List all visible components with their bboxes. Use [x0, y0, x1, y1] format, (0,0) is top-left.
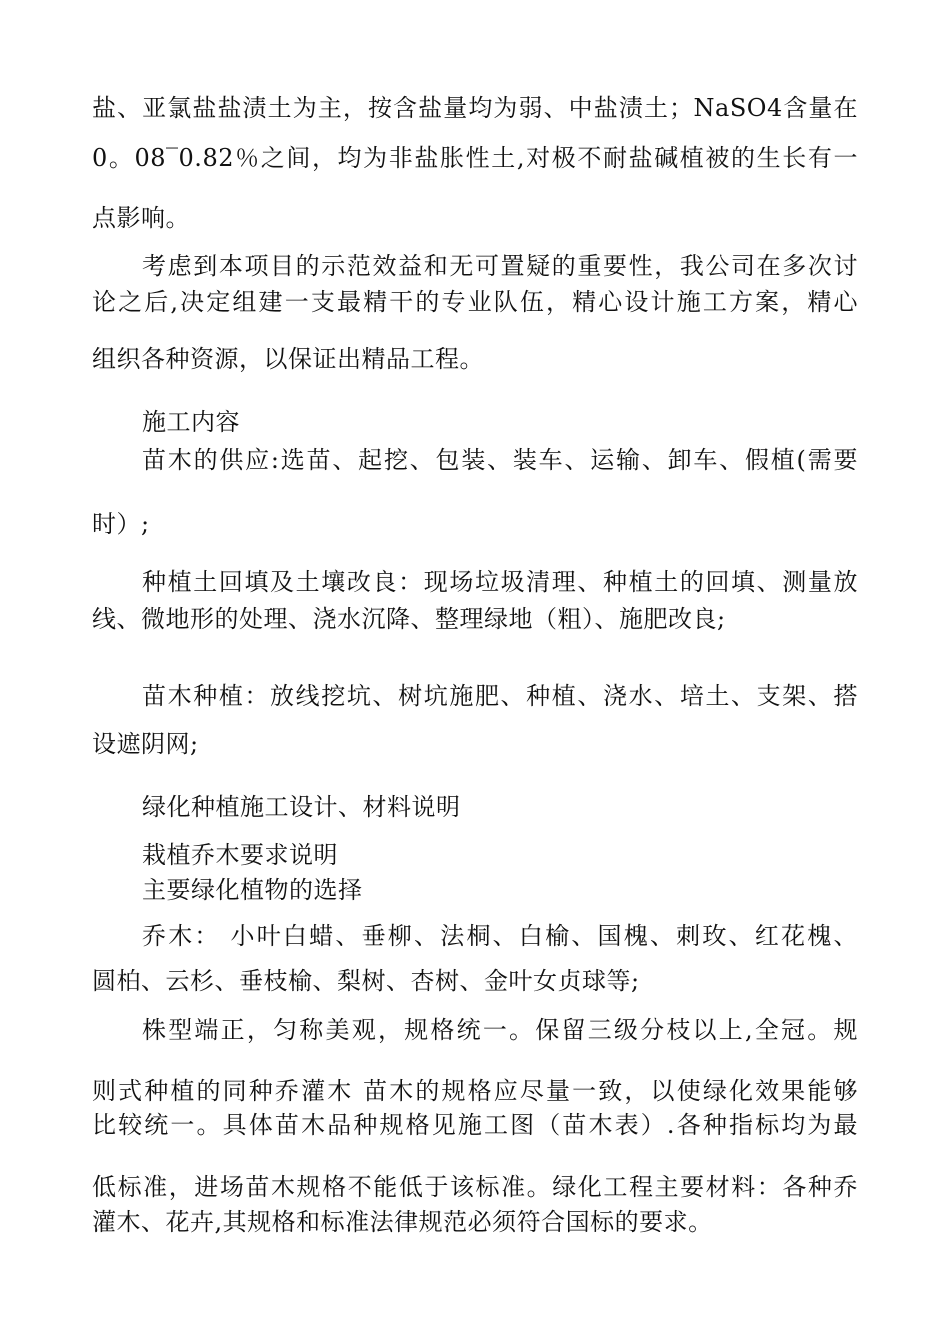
text-line: 比较统一。具体苗木品种规格见施工图（苗木表）.各种指标均为最	[92, 1111, 858, 1139]
section-heading: 施工内容	[142, 408, 240, 436]
text-line: 种植土回填及土壤改良：现场垃圾清理、种植土的回填、测量放	[142, 568, 858, 596]
text-line: 圆柏、云杉、垂枝榆、梨树、杏树、金叶女贞球等;	[92, 967, 640, 995]
text-line: 考虑到本项目的示范效益和无可置疑的重要性，我公司在多次讨	[142, 252, 858, 280]
text-line: 盐、亚氯盐盐渍土为主，按含盐量均为弱、中盐渍土；NaSO4含量在	[92, 94, 858, 122]
text-line: 苗木的供应:选苗、起挖、包装、装车、运输、卸车、假植(需要	[142, 446, 858, 474]
section-heading: 栽植乔木要求说明	[142, 841, 338, 869]
text-line: 苗木种植：放线挖坑、树坑施肥、种植、浇水、培土、支架、搭	[142, 682, 858, 710]
text-line: 设遮阴网;	[92, 730, 199, 758]
text-line: 则式种植的同种乔灌木 苗木的规格应尽量一致，以使绿化效果能够	[92, 1077, 858, 1105]
text-line: 时）;	[92, 510, 150, 538]
text-line: 点影响。	[92, 204, 190, 232]
text-line: 组织各种资源，以保证出精品工程。	[92, 345, 484, 373]
text-line: 论之后,决定组建一支最精干的专业队伍，精心设计施工方案，精心	[92, 288, 858, 316]
text-line: 灌木、花卉,其规格和标准法律规范必须符合国标的要求。	[92, 1208, 713, 1236]
text-line: 乔木： 小叶白蜡、垂柳、法桐、白榆、国槐、刺玫、红花槐、	[142, 922, 858, 950]
text-line: 株型端正，匀称美观，规格统一。保留三级分枝以上,全冠。规	[142, 1016, 858, 1044]
section-heading: 绿化种植施工设计、材料说明	[142, 793, 461, 821]
text-line: 线、微地形的处理、浇水沉降、整理绿地（粗）、施肥改良;	[92, 605, 726, 633]
text-line: 低标准，进场苗木规格不能低于该标准。绿化工程主要材料：各种乔	[92, 1173, 858, 1201]
text-line: 0。08‾0.82％之间，均为非盐胀性土,对极不耐盐碱植被的生长有一	[92, 144, 858, 172]
section-heading: 主要绿化植物的选择	[142, 876, 363, 904]
